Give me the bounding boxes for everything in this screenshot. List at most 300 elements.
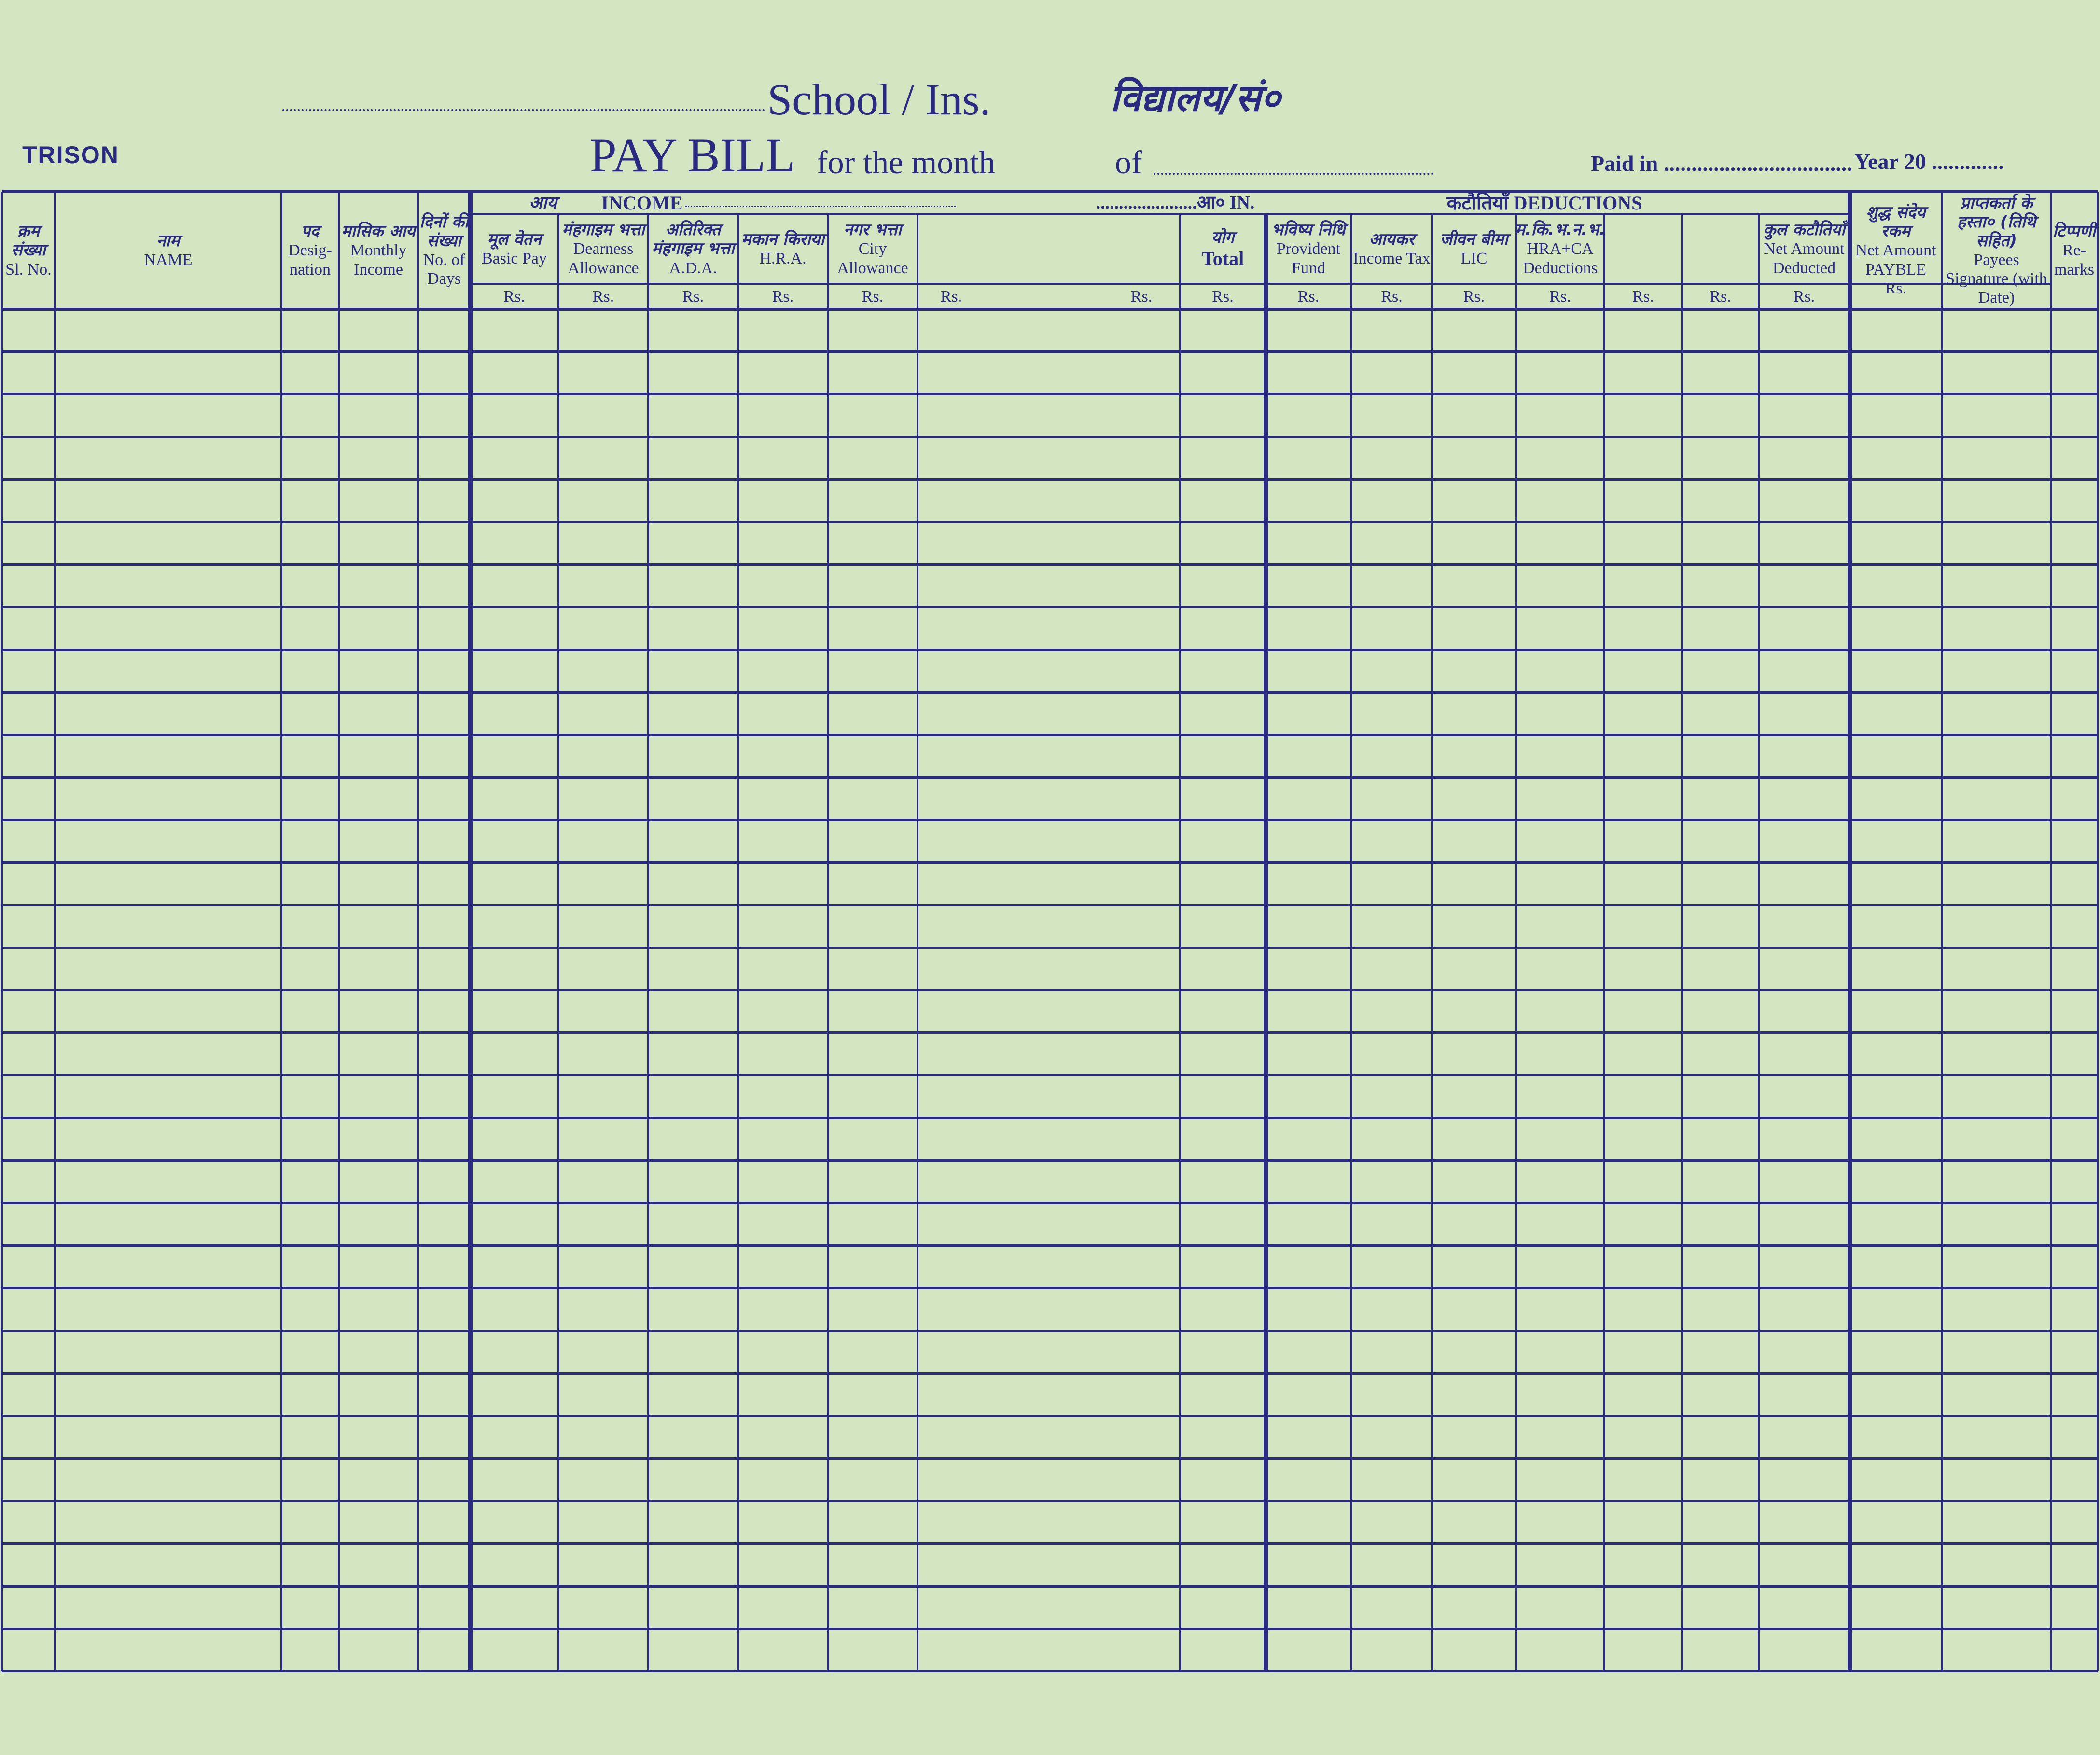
table-cell[interactable] (1761, 396, 1848, 434)
table-cell[interactable] (1434, 1503, 1514, 1541)
table-cell[interactable] (57, 907, 279, 946)
table-cell[interactable] (740, 737, 826, 775)
table-cell[interactable] (283, 609, 337, 647)
table-cell[interactable] (650, 1205, 736, 1243)
table-cell[interactable] (1684, 949, 1757, 988)
table-cell[interactable] (1434, 1333, 1514, 1371)
table-cell[interactable] (1267, 652, 1349, 690)
table-cell[interactable] (650, 992, 736, 1031)
table-cell[interactable] (1606, 439, 1680, 477)
table-cell[interactable] (57, 1333, 279, 1371)
table-cell[interactable] (4, 609, 53, 647)
table-cell[interactable] (4, 1375, 53, 1414)
table-cell[interactable] (341, 1290, 416, 1328)
table-cell[interactable] (740, 1375, 826, 1414)
table-cell[interactable] (650, 694, 736, 733)
table-cell[interactable] (1851, 353, 1940, 392)
table-cell[interactable] (1434, 1460, 1514, 1499)
table-cell[interactable] (650, 396, 736, 434)
table-cell[interactable] (1684, 1120, 1757, 1158)
table-cell[interactable] (341, 1247, 416, 1286)
table-cell[interactable] (420, 311, 468, 349)
table-cell[interactable] (1267, 907, 1349, 946)
table-cell[interactable] (1684, 1290, 1757, 1328)
table-cell[interactable] (740, 992, 826, 1031)
table-cell[interactable] (57, 439, 279, 477)
table-cell[interactable] (57, 1247, 279, 1286)
table-cell[interactable] (560, 396, 646, 434)
table-cell[interactable] (560, 311, 646, 349)
table-cell[interactable] (1518, 737, 1602, 775)
table-cell[interactable] (472, 396, 556, 434)
table-cell[interactable] (472, 1375, 556, 1414)
table-cell[interactable] (341, 864, 416, 903)
table-cell[interactable] (919, 1333, 1178, 1371)
table-cell[interactable] (1944, 1290, 2049, 1328)
table-cell[interactable] (560, 1162, 646, 1201)
table-cell[interactable] (1944, 481, 2049, 520)
table-cell[interactable] (1434, 1418, 1514, 1456)
table-cell[interactable] (2053, 1247, 2096, 1286)
table-cell[interactable] (472, 822, 556, 860)
table-cell[interactable] (4, 1162, 53, 1201)
table-cell[interactable] (830, 1205, 916, 1243)
table-cell[interactable] (560, 822, 646, 860)
table-cell[interactable] (560, 992, 646, 1031)
table-cell[interactable] (919, 566, 1178, 605)
table-cell[interactable] (830, 1630, 916, 1669)
table-cell[interactable] (472, 1545, 556, 1584)
table-cell[interactable] (560, 481, 646, 520)
table-cell[interactable] (57, 822, 279, 860)
table-cell[interactable] (1606, 1034, 1680, 1073)
table-cell[interactable] (1518, 1077, 1602, 1115)
table-cell[interactable] (283, 566, 337, 605)
table-cell[interactable] (1944, 566, 2049, 605)
table-cell[interactable] (830, 949, 916, 988)
table-cell[interactable] (1267, 566, 1349, 605)
table-cell[interactable] (830, 864, 916, 903)
table-cell[interactable] (1606, 1375, 1680, 1414)
table-cell[interactable] (740, 1333, 826, 1371)
table-cell[interactable] (4, 1630, 53, 1669)
table-cell[interactable] (472, 1588, 556, 1627)
table-cell[interactable] (2053, 737, 2096, 775)
table-cell[interactable] (57, 1034, 279, 1073)
table-cell[interactable] (1267, 1120, 1349, 1158)
table-cell[interactable] (740, 1120, 826, 1158)
table-cell[interactable] (1518, 481, 1602, 520)
table-cell[interactable] (2053, 481, 2096, 520)
table-cell[interactable] (1761, 864, 1848, 903)
table-cell[interactable] (472, 1333, 556, 1371)
table-cell[interactable] (1606, 864, 1680, 903)
table-cell[interactable] (420, 1205, 468, 1243)
table-cell[interactable] (1944, 737, 2049, 775)
table-cell[interactable] (1606, 737, 1680, 775)
table-cell[interactable] (472, 694, 556, 733)
table-cell[interactable] (1851, 864, 1940, 903)
table-cell[interactable] (472, 1162, 556, 1201)
table-cell[interactable] (919, 822, 1178, 860)
table-cell[interactable] (57, 566, 279, 605)
table-cell[interactable] (4, 1034, 53, 1073)
table-cell[interactable] (420, 1162, 468, 1201)
table-cell[interactable] (650, 1333, 736, 1371)
table-cell[interactable] (1518, 353, 1602, 392)
table-cell[interactable] (1353, 652, 1430, 690)
table-cell[interactable] (1434, 822, 1514, 860)
table-cell[interactable] (1944, 1333, 2049, 1371)
table-cell[interactable] (560, 353, 646, 392)
table-cell[interactable] (1267, 1205, 1349, 1243)
table-cell[interactable] (283, 1503, 337, 1541)
table-cell[interactable] (830, 822, 916, 860)
table-cell[interactable] (1851, 609, 1940, 647)
table-cell[interactable] (283, 1077, 337, 1115)
table-cell[interactable] (1684, 1247, 1757, 1286)
table-cell[interactable] (1684, 1630, 1757, 1669)
table-cell[interactable] (560, 864, 646, 903)
table-cell[interactable] (4, 481, 53, 520)
table-cell[interactable] (341, 1588, 416, 1627)
table-cell[interactable] (283, 652, 337, 690)
table-cell[interactable] (4, 1247, 53, 1286)
table-cell[interactable] (2053, 652, 2096, 690)
table-cell[interactable] (560, 949, 646, 988)
table-cell[interactable] (1182, 737, 1264, 775)
table-cell[interactable] (1182, 609, 1264, 647)
table-cell[interactable] (1267, 822, 1349, 860)
table-cell[interactable] (1684, 1375, 1757, 1414)
table-cell[interactable] (1606, 396, 1680, 434)
table-cell[interactable] (4, 694, 53, 733)
table-cell[interactable] (1944, 353, 2049, 392)
table-cell[interactable] (1267, 396, 1349, 434)
table-cell[interactable] (1761, 1545, 1848, 1584)
table-cell[interactable] (472, 1034, 556, 1073)
table-cell[interactable] (1684, 992, 1757, 1031)
table-cell[interactable] (1851, 1375, 1940, 1414)
table-cell[interactable] (4, 864, 53, 903)
table-cell[interactable] (341, 1630, 416, 1669)
table-cell[interactable] (283, 1460, 337, 1499)
table-cell[interactable] (283, 439, 337, 477)
table-cell[interactable] (1606, 353, 1680, 392)
table-cell[interactable] (1518, 1333, 1602, 1371)
table-cell[interactable] (341, 1460, 416, 1499)
table-cell[interactable] (919, 1545, 1178, 1584)
table-cell[interactable] (472, 1418, 556, 1456)
table-cell[interactable] (420, 992, 468, 1031)
table-cell[interactable] (341, 524, 416, 562)
table-cell[interactable] (1944, 992, 2049, 1031)
table-cell[interactable] (1353, 1247, 1430, 1286)
table-cell[interactable] (740, 1630, 826, 1669)
table-cell[interactable] (650, 1503, 736, 1541)
table-cell[interactable] (830, 907, 916, 946)
table-cell[interactable] (1606, 822, 1680, 860)
table-cell[interactable] (1944, 1503, 2049, 1541)
table-cell[interactable] (1944, 949, 2049, 988)
table-cell[interactable] (57, 1077, 279, 1115)
table-cell[interactable] (560, 779, 646, 818)
table-cell[interactable] (830, 1588, 916, 1627)
table-cell[interactable] (57, 311, 279, 349)
table-cell[interactable] (1267, 737, 1349, 775)
table-cell[interactable] (1606, 1333, 1680, 1371)
table-cell[interactable] (560, 1247, 646, 1286)
table-cell[interactable] (341, 694, 416, 733)
table-cell[interactable] (1434, 1375, 1514, 1414)
table-cell[interactable] (1944, 396, 2049, 434)
table-cell[interactable] (1606, 1630, 1680, 1669)
table-cell[interactable] (341, 439, 416, 477)
table-cell[interactable] (1434, 1588, 1514, 1627)
table-cell[interactable] (560, 694, 646, 733)
table-cell[interactable] (283, 1545, 337, 1584)
table-cell[interactable] (1944, 822, 2049, 860)
table-cell[interactable] (1434, 949, 1514, 988)
table-cell[interactable] (650, 1375, 736, 1414)
table-cell[interactable] (341, 396, 416, 434)
table-cell[interactable] (830, 1333, 916, 1371)
table-cell[interactable] (4, 1545, 53, 1584)
table-cell[interactable] (1851, 1247, 1940, 1286)
table-cell[interactable] (919, 524, 1178, 562)
table-cell[interactable] (1851, 1333, 1940, 1371)
table-cell[interactable] (1353, 907, 1430, 946)
table-cell[interactable] (1518, 822, 1602, 860)
table-cell[interactable] (2053, 864, 2096, 903)
table-cell[interactable] (830, 1120, 916, 1158)
table-cell[interactable] (1182, 1418, 1264, 1456)
table-cell[interactable] (919, 992, 1178, 1031)
table-cell[interactable] (1434, 566, 1514, 605)
table-cell[interactable] (830, 1162, 916, 1201)
table-cell[interactable] (1518, 566, 1602, 605)
table-cell[interactable] (1851, 1545, 1940, 1584)
table-cell[interactable] (1267, 481, 1349, 520)
table-cell[interactable] (283, 311, 337, 349)
table-cell[interactable] (1851, 1503, 1940, 1541)
table-cell[interactable] (4, 992, 53, 1031)
table-cell[interactable] (2053, 439, 2096, 477)
table-cell[interactable] (1684, 1077, 1757, 1115)
table-cell[interactable] (1182, 1375, 1264, 1414)
table-cell[interactable] (341, 992, 416, 1031)
table-cell[interactable] (1761, 481, 1848, 520)
table-cell[interactable] (1518, 992, 1602, 1031)
table-cell[interactable] (1684, 652, 1757, 690)
table-cell[interactable] (283, 1205, 337, 1243)
table-cell[interactable] (420, 396, 468, 434)
table-cell[interactable] (740, 566, 826, 605)
table-cell[interactable] (1761, 1588, 1848, 1627)
table-cell[interactable] (740, 864, 826, 903)
table-cell[interactable] (650, 1162, 736, 1201)
table-cell[interactable] (919, 311, 1178, 349)
table-cell[interactable] (830, 566, 916, 605)
table-cell[interactable] (1851, 396, 1940, 434)
table-cell[interactable] (4, 1205, 53, 1243)
table-cell[interactable] (1684, 822, 1757, 860)
table-cell[interactable] (4, 1120, 53, 1158)
table-cell[interactable] (1684, 907, 1757, 946)
table-cell[interactable] (919, 1205, 1178, 1243)
table-cell[interactable] (1353, 1162, 1430, 1201)
table-cell[interactable] (1761, 1205, 1848, 1243)
table-cell[interactable] (2053, 566, 2096, 605)
table-cell[interactable] (57, 1545, 279, 1584)
table-cell[interactable] (1761, 1375, 1848, 1414)
table-cell[interactable] (472, 907, 556, 946)
table-cell[interactable] (1518, 1205, 1602, 1243)
table-cell[interactable] (2053, 1630, 2096, 1669)
table-cell[interactable] (1353, 1545, 1430, 1584)
table-cell[interactable] (283, 864, 337, 903)
table-cell[interactable] (650, 1545, 736, 1584)
table-cell[interactable] (740, 1290, 826, 1328)
table-cell[interactable] (830, 694, 916, 733)
table-cell[interactable] (4, 737, 53, 775)
table-cell[interactable] (1518, 652, 1602, 690)
table-cell[interactable] (560, 1418, 646, 1456)
table-cell[interactable] (1684, 1545, 1757, 1584)
table-cell[interactable] (57, 1630, 279, 1669)
table-cell[interactable] (1353, 1333, 1430, 1371)
table-cell[interactable] (1944, 1034, 2049, 1073)
table-cell[interactable] (919, 1503, 1178, 1541)
table-cell[interactable] (1944, 652, 2049, 690)
table-cell[interactable] (420, 1333, 468, 1371)
table-cell[interactable] (2053, 1333, 2096, 1371)
table-cell[interactable] (283, 907, 337, 946)
table-cell[interactable] (1684, 1333, 1757, 1371)
table-cell[interactable] (1944, 864, 2049, 903)
table-cell[interactable] (1267, 439, 1349, 477)
table-cell[interactable] (2053, 1290, 2096, 1328)
table-cell[interactable] (1182, 1205, 1264, 1243)
table-cell[interactable] (1944, 1162, 2049, 1201)
table-cell[interactable] (1434, 1077, 1514, 1115)
table-cell[interactable] (1518, 694, 1602, 733)
table-cell[interactable] (1761, 1162, 1848, 1201)
table-cell[interactable] (283, 1290, 337, 1328)
table-cell[interactable] (1267, 1460, 1349, 1499)
table-cell[interactable] (2053, 907, 2096, 946)
table-cell[interactable] (472, 1247, 556, 1286)
table-cell[interactable] (283, 1418, 337, 1456)
table-cell[interactable] (919, 439, 1178, 477)
table-cell[interactable] (650, 609, 736, 647)
table-cell[interactable] (472, 779, 556, 818)
table-cell[interactable] (341, 907, 416, 946)
table-cell[interactable] (2053, 524, 2096, 562)
table-cell[interactable] (1353, 1375, 1430, 1414)
table-cell[interactable] (472, 1503, 556, 1541)
table-cell[interactable] (420, 1290, 468, 1328)
table-cell[interactable] (830, 524, 916, 562)
table-cell[interactable] (1182, 779, 1264, 818)
table-cell[interactable] (1182, 1333, 1264, 1371)
table-cell[interactable] (1182, 1290, 1264, 1328)
table-cell[interactable] (650, 652, 736, 690)
table-cell[interactable] (1606, 1460, 1680, 1499)
table-cell[interactable] (1944, 1375, 2049, 1414)
table-cell[interactable] (283, 1588, 337, 1627)
table-cell[interactable] (1851, 1588, 1940, 1627)
table-cell[interactable] (283, 694, 337, 733)
table-cell[interactable] (1944, 609, 2049, 647)
table-cell[interactable] (740, 1205, 826, 1243)
table-cell[interactable] (420, 949, 468, 988)
table-cell[interactable] (1182, 1503, 1264, 1541)
table-cell[interactable] (1353, 694, 1430, 733)
table-cell[interactable] (57, 609, 279, 647)
table-cell[interactable] (1851, 566, 1940, 605)
table-cell[interactable] (919, 1120, 1178, 1158)
table-cell[interactable] (1518, 311, 1602, 349)
table-cell[interactable] (4, 1290, 53, 1328)
table-cell[interactable] (2053, 396, 2096, 434)
table-cell[interactable] (341, 1034, 416, 1073)
table-cell[interactable] (1944, 1247, 2049, 1286)
table-cell[interactable] (1353, 609, 1430, 647)
table-cell[interactable] (1606, 1205, 1680, 1243)
table-cell[interactable] (1518, 779, 1602, 818)
table-cell[interactable] (420, 1418, 468, 1456)
table-cell[interactable] (1182, 864, 1264, 903)
table-cell[interactable] (420, 1630, 468, 1669)
table-cell[interactable] (4, 822, 53, 860)
table-cell[interactable] (740, 439, 826, 477)
table-cell[interactable] (1944, 1588, 2049, 1627)
table-cell[interactable] (1606, 1545, 1680, 1584)
table-cell[interactable] (1761, 1247, 1848, 1286)
table-cell[interactable] (919, 1418, 1178, 1456)
table-cell[interactable] (560, 652, 646, 690)
table-cell[interactable] (919, 353, 1178, 392)
table-cell[interactable] (341, 1545, 416, 1584)
table-cell[interactable] (1267, 524, 1349, 562)
table-cell[interactable] (4, 353, 53, 392)
table-cell[interactable] (283, 822, 337, 860)
table-cell[interactable] (1182, 1630, 1264, 1669)
table-cell[interactable] (1606, 652, 1680, 690)
table-cell[interactable] (560, 1503, 646, 1541)
table-cell[interactable] (2053, 779, 2096, 818)
table-cell[interactable] (420, 907, 468, 946)
table-cell[interactable] (1684, 481, 1757, 520)
table-cell[interactable] (57, 949, 279, 988)
table-cell[interactable] (1944, 1545, 2049, 1584)
table-cell[interactable] (1851, 1120, 1940, 1158)
table-cell[interactable] (560, 1630, 646, 1669)
table-cell[interactable] (2053, 1375, 2096, 1414)
table-cell[interactable] (283, 1247, 337, 1286)
table-cell[interactable] (560, 737, 646, 775)
table-cell[interactable] (1684, 1034, 1757, 1073)
table-cell[interactable] (420, 1460, 468, 1499)
table-cell[interactable] (1434, 992, 1514, 1031)
table-cell[interactable] (1434, 652, 1514, 690)
table-cell[interactable] (1182, 1588, 1264, 1627)
table-cell[interactable] (1606, 992, 1680, 1031)
table-cell[interactable] (1434, 524, 1514, 562)
table-cell[interactable] (1761, 1333, 1848, 1371)
table-cell[interactable] (2053, 1120, 2096, 1158)
